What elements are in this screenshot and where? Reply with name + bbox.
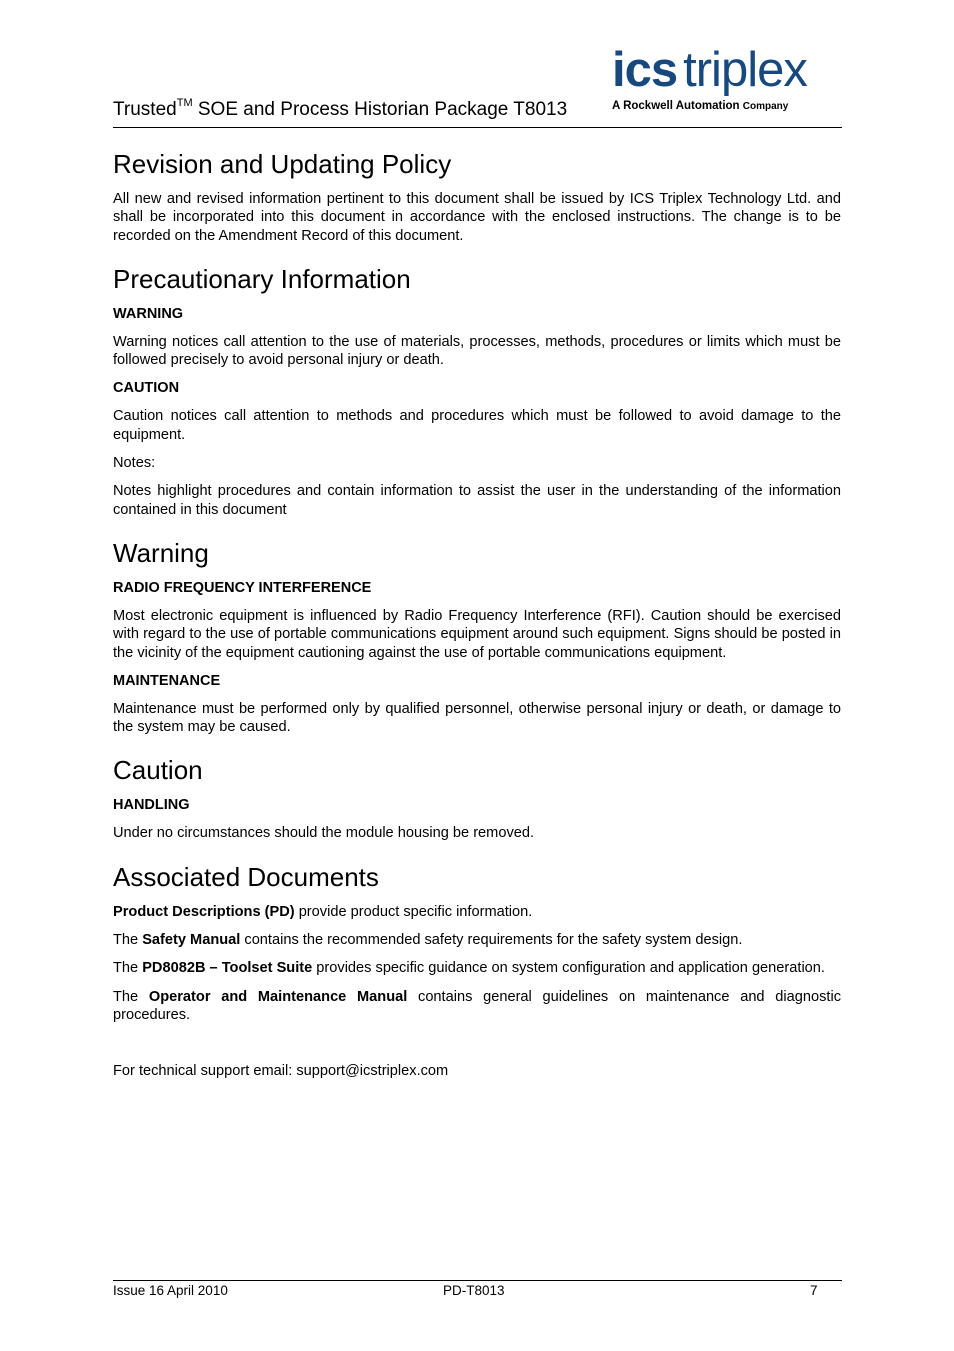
footer-divider [113,1280,842,1281]
trademark-sup: TM [176,97,193,109]
ics-triplex-logo [612,44,842,120]
product-descriptions-paragraph [113,903,841,921]
toolset-suite-paragraph [113,959,841,977]
caution-notice-text: Caution notices call attention to methods and procedures which must be followed to avoid damage to the equipment. [113,408,841,443]
heading-warning: Warning [113,537,209,568]
safety-manual-paragraph [113,931,841,949]
heading-associated-documents: Associated Documents [113,861,379,892]
document-header-title [113,97,567,121]
logo-tagline [612,100,842,112]
rfi-text: Most electronic equipment is influenced by Radio Frequency Interference (RFI). Caution should be exercised with regard to the use of portable communications equipment around such equipment. Signs should be posted in the vicinity of the equipment cautioning against the use of portable communications equipment. [113,607,841,661]
toolset-suite-pre: The [113,960,143,977]
footer-page-number: 7 [810,1283,818,1298]
header-divider [113,127,842,128]
logo-triplex: triplex [683,43,807,97]
operator-manual-rest: contains general guidelines on maintenance and diagnostic procedures. [113,988,841,1023]
header-title-prefix: Trusted [113,99,177,120]
product-descriptions-bold: Product Descriptions (PD) [113,903,295,920]
warning-notice-text: Warning notices call attention to the use of materials, processes, methods, procedures or limits which must be followed precisely to avoid personal injury or death. [113,333,841,369]
maintenance-text: Maintenance must be performed only by qualified personnel, otherwise personal injury or death, or damage to the system may be caused. [113,700,841,736]
caution-label: CAUTION [113,380,180,397]
logo-tagline-company: Company [742,101,789,112]
footer-document-id: PD-T8013 [443,1283,505,1298]
operator-manual-pre: The [113,988,149,1005]
heading-revision-policy: Revision and Updating Policy [113,149,452,179]
header-title-suffix: SOE and Process Historian Package T8013 [192,99,568,120]
heading-caution: Caution [113,755,203,786]
logo-wordmark [612,44,842,96]
operator-manual-paragraph [113,988,841,1025]
heading-precautionary-information: Precautionary Information [113,263,411,294]
revision-paragraph: All new and revised information pertinent to this document shall be issued by ICS Triplex Technology Ltd. and shall be incorporated into this document in accordance with the enclosed instructions. The change is to be recorded on the Amendment Record of this document. [113,191,841,244]
technical-support-line: For technical support email: support@icstriplex.com [113,1063,449,1080]
maintenance-label: MAINTENANCE [113,672,221,689]
notes-text: Notes highlight procedures and contain information to assist the user in the understanding of the information contained in this document [113,483,841,518]
toolset-suite-bold: PD8082B – Toolset Suite [142,960,313,977]
operator-manual-bold: Operator and Maintenance Manual [148,988,408,1005]
rfi-label: RADIO FREQUENCY INTERFERENCE [113,579,372,596]
warning-label: WARNING [113,305,184,322]
safety-manual-pre: The [113,932,143,949]
toolset-suite-rest: provides specific guidance on system configuration and application generation. [312,960,825,977]
safety-manual-rest: contains the recommended safety requirements for the safety system design. [240,932,743,949]
logo-ics: ics [612,43,678,97]
footer-issue: Issue 16 April 2010 [113,1283,228,1298]
handling-text: Under no circumstances should the module housing be removed. [113,825,535,842]
document-body [113,148,841,1091]
handling-label: HANDLING [113,797,190,814]
safety-manual-bold: Safety Manual [142,932,241,949]
notes-label: Notes: [113,455,156,472]
logo-tagline-main: A Rockwell Automation [612,100,740,112]
product-descriptions-rest: provide product specific information. [294,903,533,920]
